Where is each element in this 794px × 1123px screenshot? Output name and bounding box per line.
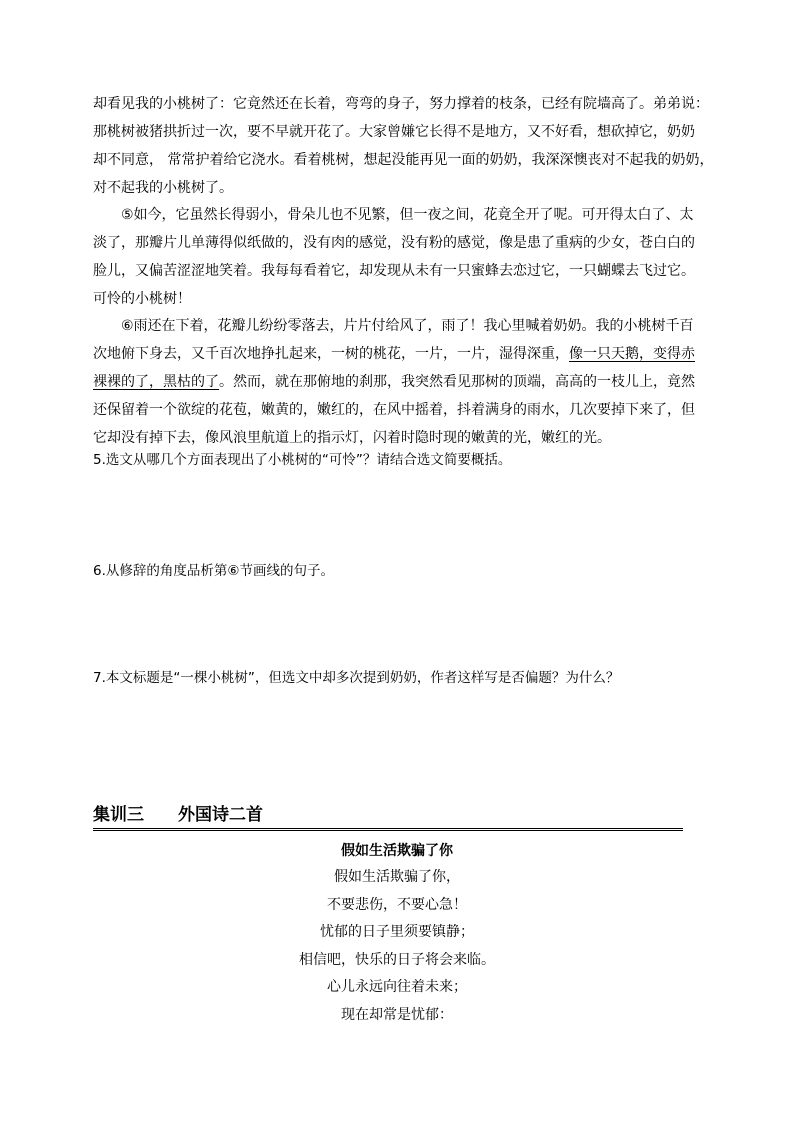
passage-paragraph-6 <box>93 312 705 452</box>
passage-paragraph-5 <box>93 201 705 313</box>
text-line: 对不起我的小桃树了。 <box>93 180 233 196</box>
section-title: 外国诗二首 <box>178 805 263 825</box>
text-line: 淡了，那瓣片儿单薄得似纸做的，没有肉的感觉，没有粉的感觉，像是患了重病的少女，苍白白的 <box>93 235 695 251</box>
text-line: 可怜的小桃树！ <box>93 291 191 307</box>
text-line: 脸儿，又偏苦涩涩地笑着。我每每看着它，却发现从未有一只蜜蜂去恋过它，一只蝴蝶去飞过它。 <box>93 263 695 279</box>
text-span: 。然而，就在那俯地的刹那，我突然看见那树的顶端，高高的一枝儿上，竟然 <box>219 374 695 390</box>
text-line: ⑤如今，它虽然长得弱小，骨朵儿也不见繁，但一夜之间，花竟全开了呢。可开得太白了、太 <box>121 207 694 223</box>
poem-line: 相信吧，快乐的日子将会来临。 <box>299 951 495 968</box>
text-line: 还保留着一个欲绽的花苞，嫩黄的，嫩红的，在风中摇着，抖着满身的雨水，几次要掉下来了，但 <box>93 402 695 418</box>
poem-line: 假如生活欺骗了你， <box>334 869 460 885</box>
poem-title: 假如生活欺骗了你 <box>341 843 453 859</box>
poem-body <box>0 864 794 1029</box>
text-line: 那桃树被猪拱折过一次，要不早就开花了。大家曾嫌它长得不是地方，又不好看，想砍掉它，奶奶 <box>93 124 695 140</box>
text-line: 却不同意， 常常护着给它浇水。看着桃树，想起没能再见一面的奶奶，我深深懊丧对不起我的奶奶， <box>93 152 714 168</box>
poem-line: 忧郁的日子里须要镇静； <box>320 924 474 940</box>
poem-line: 心儿永远向往着未来； <box>327 979 467 995</box>
question-7: 7.本文标题是“一棵小桃树”，但选文中却多次提到奶奶，作者这样写是否偏题？为什么？ <box>93 670 620 686</box>
text-line: 它却没有掉下去，像风浪里航道上的指示灯，闪着时隐时现的嫩黄的光，嫩红的光。 <box>93 430 611 446</box>
question-6: 6.从修辞的角度品析第⑥节画线的句子。 <box>93 563 334 579</box>
text-span: 次地俯下身去，又千百次地挣扎起来，一树的桃花，一片，一片，湿得深重， <box>93 346 569 362</box>
underlined-sentence: 裸裸的了，黑枯的了 <box>93 374 219 390</box>
passage-paragraph-4 <box>93 90 714 202</box>
text-line <box>93 368 705 396</box>
section-heading <box>93 802 683 831</box>
poem-line: 现在却常是忧郁： <box>341 1006 453 1023</box>
text-line: 却看见我的小桃树了：它竟然还在长着，弯弯的身子，努力撑着的枝条，已经有院墙高了。弟弟说： <box>93 96 709 112</box>
text-line <box>93 340 705 368</box>
poem-line: 不要悲伤，不要心急！ <box>327 896 467 913</box>
text-line: ⑥雨还在下着，花瓣儿纷纷零落去，片片付给风了，雨了！我心里喊着奶奶。我的小桃树千百 <box>121 318 694 334</box>
underlined-sentence: 像一只天鹅，变得赤 <box>569 346 695 362</box>
question-5: 5.选文从哪几个方面表现出了小桃树的“可怜”？请结合选文简要概括。 <box>93 452 512 468</box>
section-label: 集训三 <box>93 805 144 825</box>
